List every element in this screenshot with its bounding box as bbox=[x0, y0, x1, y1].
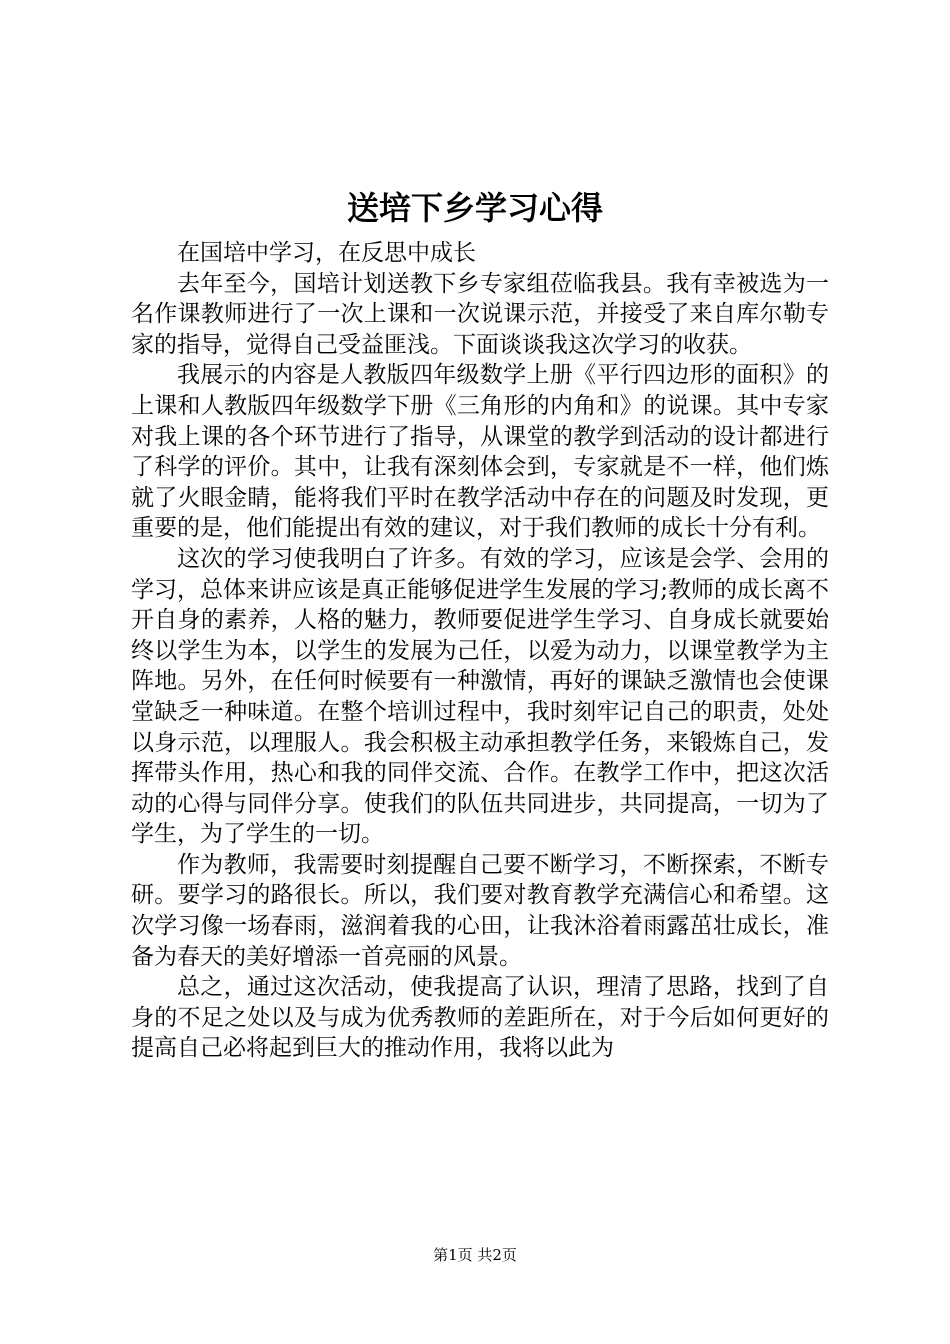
paragraph: 这次的学习使我明白了许多。有效的学习，应该是会学、会用的学习，总体来讲应该是真正能够促进学生发展的学习;教师的成长离不开自身的素养，人格的魅力，教师要促进学生学习、自身成长就要始终以学生为本，以学生的发展为己任，以爱为动力，以课堂教学为主阵地。另外，在任何时候要有一种激情，再好的课缺乏激情也会使课堂缺乏一种味道。在整个培训过程中，我时刻牢记自己的职责，处处以身示范，以理服人。我会积极主动承担教学任务，来锻炼自己，发挥带头作用，热心和我的同伴交流、合作。在教学工作中，把这次活动的心得与同伴分享。使我们的队伍共同进步，共同提高，一切为了学生，为了学生的一切。 bbox=[131, 545, 829, 848]
paragraph: 总之，通过这次活动，使我提高了认识，理清了思路，找到了自身的不足之处以及与成为优秀教师的差距所在，对于今后如何更好的提高自己必将起到巨大的推动作用，我将以此为 bbox=[131, 974, 829, 1062]
paragraph: 作为教师，我需要时刻提醒自己要不断学习，不断探索，不断专研。要学习的路很长。所以，我们要对教育教学充满信心和希望。这次学习像一场春雨，滋润着我的心田，让我沐浴着雨露茁壮成长，准备为春天的美好增添一首亮丽的风景。 bbox=[131, 851, 829, 970]
page-number-footer: 第1页 共2页 bbox=[433, 1246, 517, 1264]
document-body bbox=[131, 238, 829, 1064]
paragraph: 去年至今，国培计划送教下乡专家组莅临我县。我有幸被选为一名作课教师进行了一次上课和一次说课示范，并接受了来自库尔勒专家的指导，觉得自己受益匪浅。下面谈谈我这次学习的收获。 bbox=[131, 270, 829, 358]
paragraph: 我展示的内容是人教版四年级数学上册《平行四边形的面积》的上课和人教版四年级数学下册《三角形的内角和》的说课。其中专家对我上课的各个环节进行了指导，从课堂的教学到活动的设计都进行了科学的评价。其中，让我有深刻体会到，专家就是不一样，他们炼就了火眼金睛，能将我们平时在教学活动中存在的问题及时发现，更重要的是，他们能提出有效的建议，对于我们教师的成长十分有利。 bbox=[131, 362, 829, 542]
paragraph-subtitle: 在国培中学习，在反思中成长 bbox=[177, 240, 476, 266]
document-title: 送培下乡学习心得 bbox=[346, 189, 603, 227]
